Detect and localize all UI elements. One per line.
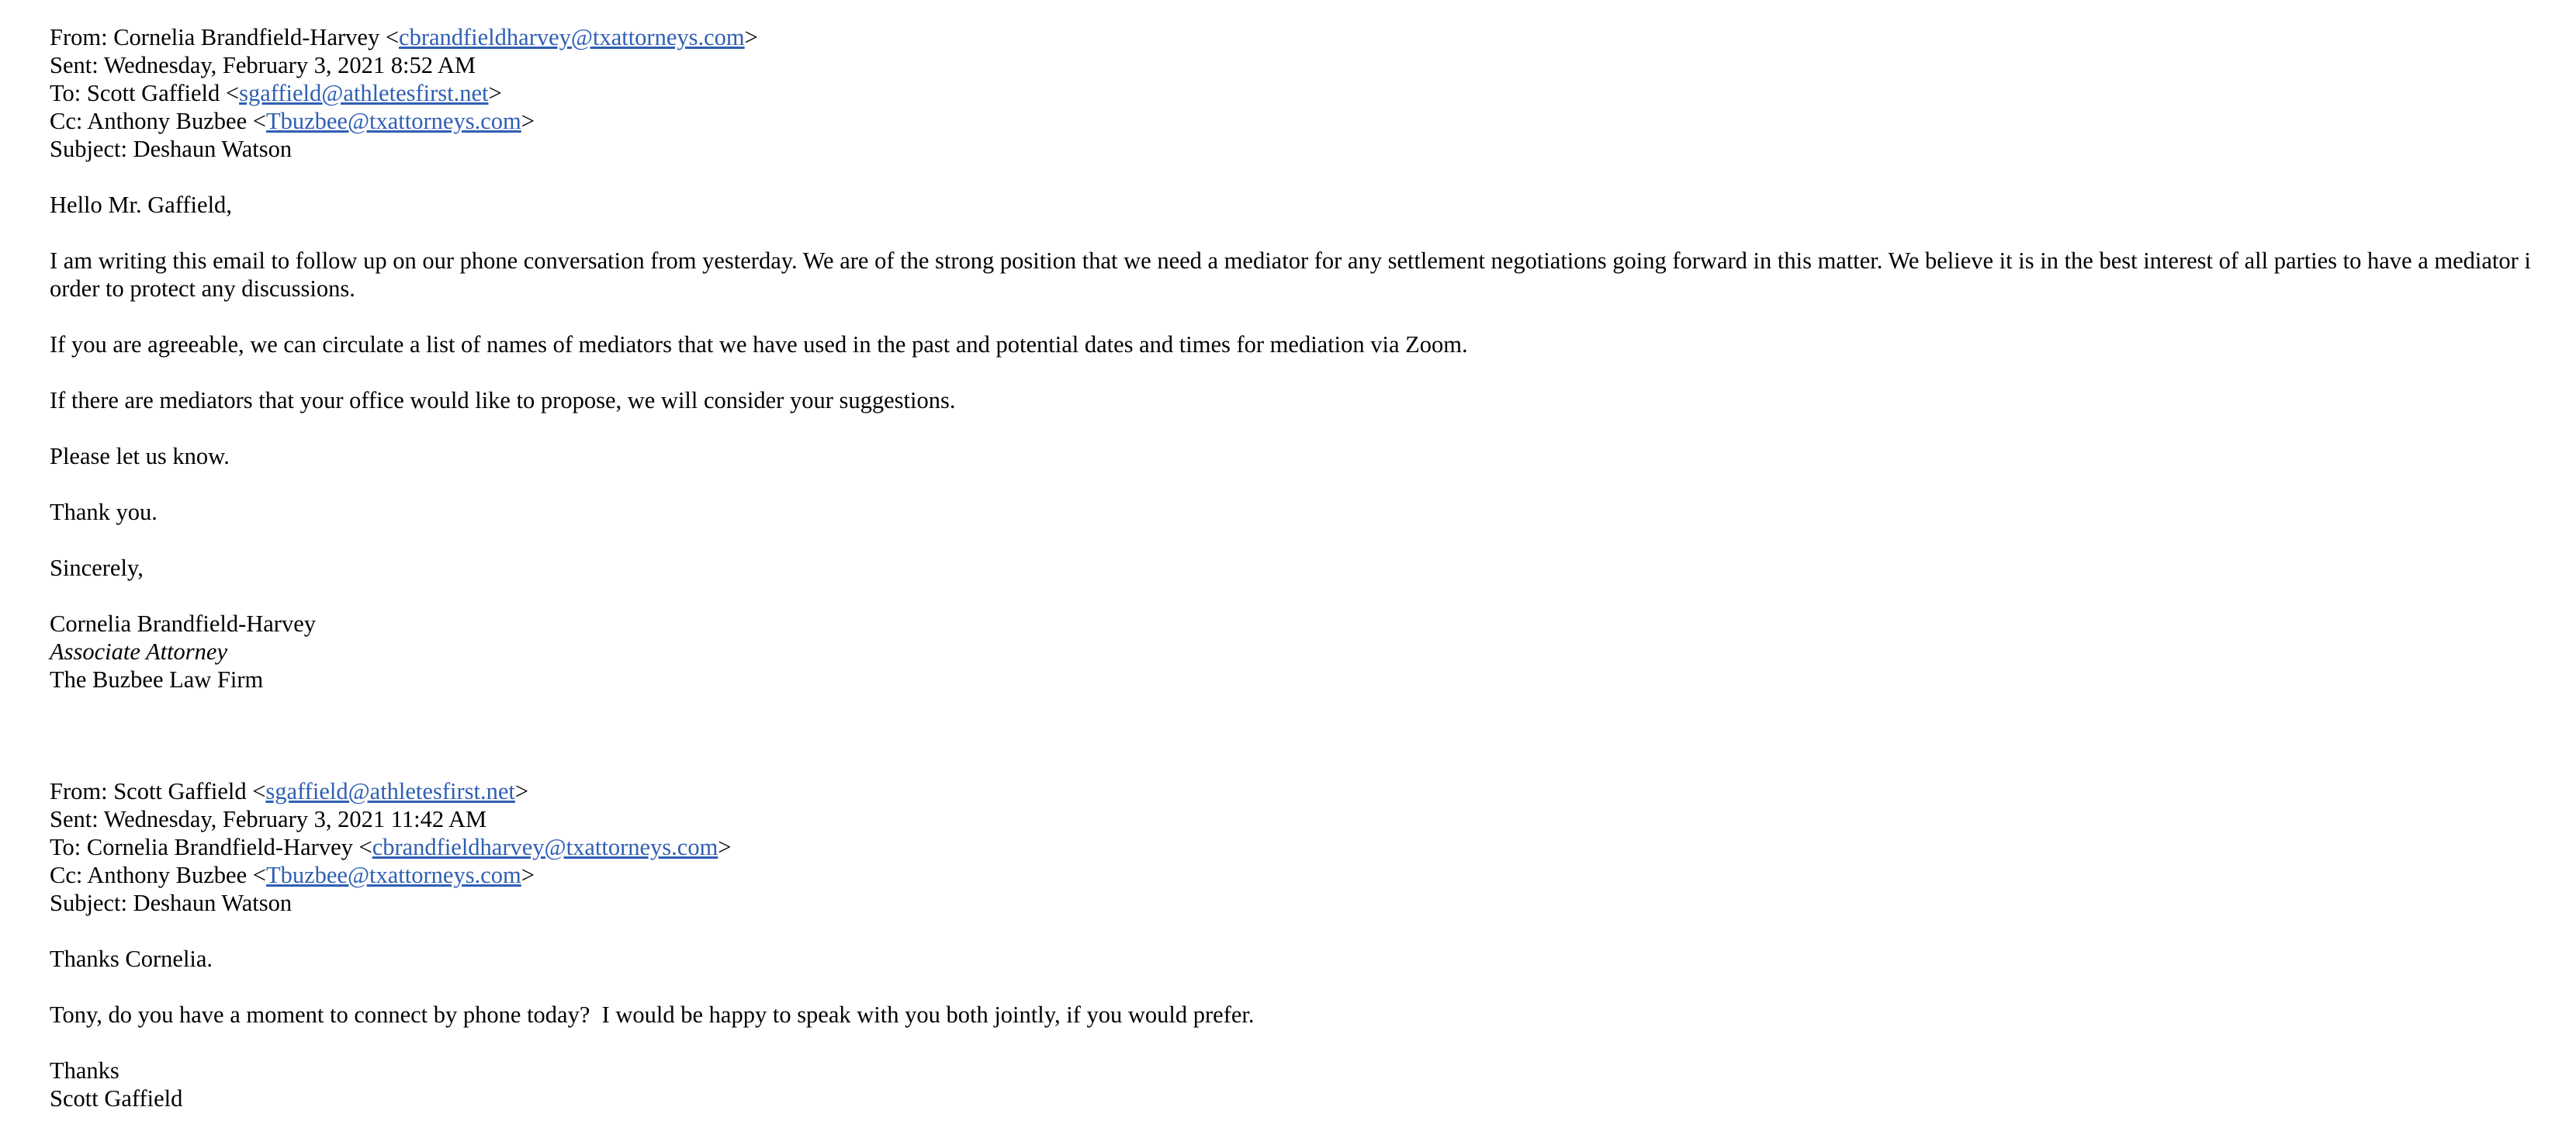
email-greeting: Hello Mr. Gaffield,: [50, 192, 232, 218]
from-label: From:: [50, 778, 114, 804]
signature-name: Cornelia Brandfield-Harvey: [50, 611, 316, 637]
angle-open: <: [220, 80, 240, 106]
sent-date: Wednesday, February 3, 2021 8:52 AM: [103, 52, 476, 78]
cc-email-link[interactable]: Tbuzbee@txattorneys.com: [265, 862, 521, 888]
angle-close: >: [744, 24, 758, 50]
angle-open: <: [246, 778, 266, 804]
subject-label: Subject:: [50, 136, 133, 162]
email-to-line: [50, 79, 2576, 107]
angle-close: >: [521, 862, 535, 888]
email-greeting: Thanks Cornelia.: [50, 946, 213, 972]
angle-close: >: [718, 834, 732, 860]
email-sent-line: [50, 51, 2576, 79]
recipient-name: Cornelia Brandfield-Harvey: [86, 834, 353, 860]
to-label: To:: [50, 80, 87, 106]
email-body-paragraph-1: Tony, do you have a moment to connect by phone today? I would be happy to speak with you both jointly, if you would prefer.: [50, 1001, 1255, 1028]
email-body-paragraph-1-line-2: order to protect any discussions.: [50, 275, 355, 302]
email-to-line: [50, 833, 2576, 861]
sent-label: Sent:: [50, 52, 104, 78]
angle-open: <: [352, 834, 372, 860]
subject-text: Deshaun Watson: [133, 890, 293, 916]
email-from-line: [50, 23, 2576, 51]
from-label: From:: [50, 24, 114, 50]
signature-firm: The Buzbee Law Firm: [50, 666, 264, 693]
sender-email-link[interactable]: sgaffield@athletesfirst.net: [265, 778, 515, 804]
cc-label: Cc:: [50, 108, 88, 134]
angle-close: >: [488, 80, 502, 106]
email-body-paragraph-5: Thank you.: [50, 499, 158, 525]
email-from-line: [50, 777, 2576, 805]
sender-name: Scott Gaffield: [113, 778, 247, 804]
recipient-email-link[interactable]: sgaffield@athletesfirst.net: [239, 80, 489, 106]
email-body-paragraph-1-line-1: I am writing this email to follow up on our phone conversation from yesterday. We are of the strong position that we need a mediator for any settlement negotiations going forward in this matter. We believe it is in the best interest of all parties to have a mediator i: [50, 247, 2531, 274]
email-closing: Thanks: [50, 1057, 119, 1084]
subject-text: Deshaun Watson: [133, 136, 293, 162]
to-label: To:: [50, 834, 87, 860]
angle-open: <: [247, 862, 266, 888]
email-body-paragraph-3: If there are mediators that your office would like to propose, we will consider your suggestions.: [50, 387, 956, 413]
email-sent-line: [50, 805, 2576, 833]
email-body-paragraph-4: Please let us know.: [50, 443, 230, 469]
recipient-name: Scott Gaffield: [86, 80, 220, 106]
subject-label: Subject:: [50, 890, 133, 916]
signature-name: Scott Gaffield: [50, 1085, 183, 1112]
email-message-1: [50, 23, 2576, 694]
cc-name: Anthony Buzbee: [87, 862, 248, 888]
email-subject-line: [50, 889, 2576, 917]
cc-name: Anthony Buzbee: [87, 108, 248, 134]
email-closing: Sincerely,: [50, 555, 144, 581]
angle-close: >: [514, 778, 529, 804]
email-subject-line: [50, 135, 2576, 163]
sender-email-link[interactable]: cbrandfieldharvey@txattorneys.com: [399, 24, 745, 50]
recipient-email-link[interactable]: cbrandfieldharvey@txattorneys.com: [372, 834, 718, 860]
email-message-2: [50, 777, 2576, 1112]
signature-title: Associate Attorney: [50, 638, 227, 665]
email-cc-line: [50, 861, 2576, 889]
cc-label: Cc:: [50, 862, 88, 888]
angle-close: >: [521, 108, 535, 134]
email-body-paragraph-2: If you are agreeable, we can circulate a list of names of mediators that we have used in the past and potential dates and times for mediation via Zoom.: [50, 331, 1468, 358]
sender-name: Cornelia Brandfield-Harvey: [113, 24, 380, 50]
sent-date: Wednesday, February 3, 2021 11:42 AM: [103, 806, 487, 832]
cc-email-link[interactable]: Tbuzbee@txattorneys.com: [265, 108, 521, 134]
angle-open: <: [247, 108, 266, 134]
email-cc-line: [50, 107, 2576, 135]
angle-open: <: [379, 24, 400, 50]
sent-label: Sent:: [50, 806, 104, 832]
